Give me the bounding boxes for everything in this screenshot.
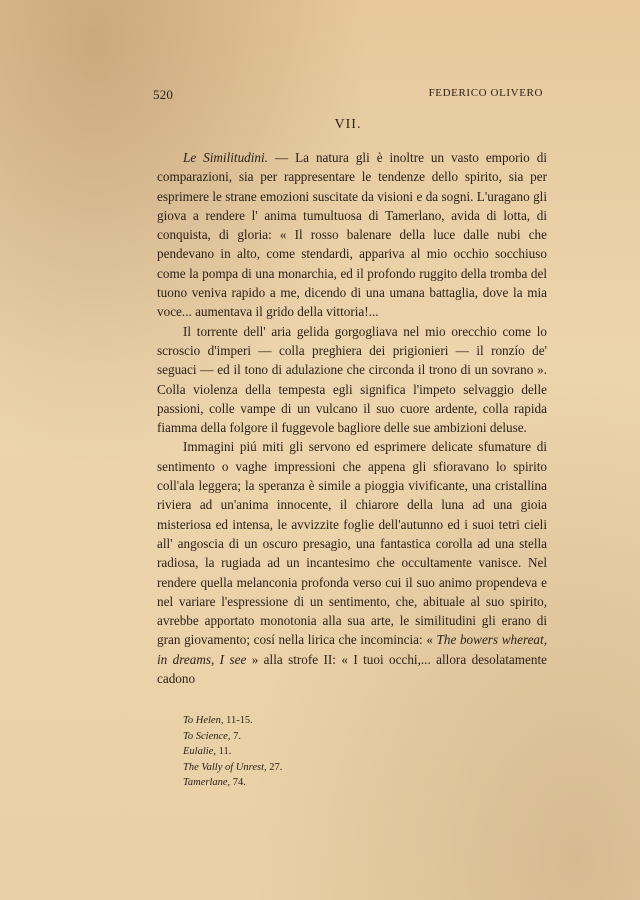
paragraph-3-text: Immagini piú miti gli servono ed esprimere delicate sfumature di sentimento o vaghe impressioni che appena gli sfioravano lo spirito coll'ala leggera; la speranza è simile a pioggia vivificante, una cristallina riviera ad un'anima innocente, il chiarore della luna ad una gioia misteriosa ed intensa, le avvizzite foglie dell'autunno ed i suoi tetri cieli all' angoscia di un oscuro presagio, una fantastica corolla ad una stella radiosa, la rugiada ad un incantesimo che occultamente vanisce. Nel rendere quella melanconia profonda verso cui il suo animo propendeva e nel variare l'espressione di un sentimento, che, abituale al suo spirito, avrebbe apportato monotonia alla sua arte, le similitudini gli erano di gran giovamento; cosí nella lirica che incomincia: « (157, 439, 547, 648)
footnote-title: To Helen, (183, 715, 224, 726)
paragraph-2: Il torrente dell' aria gelida gorgogliava nel mio orecchio come lo scroscio d'imperi — colla preghiera dei prigionieri — il ronzío de' seguaci — ed il tono di adulazione che circonda il trono di un sovrano ». Colla violenza della tempesta egli significa l'impeto selvaggio delle passioni, colle vampe di un vulcano il suo cuore ardente, colla rapida fiamma della folgore il fuggevole bagliore delle sue ambizioni deluse. (157, 323, 547, 436)
footnote-ref: 74. (230, 777, 246, 788)
paragraph-3 (157, 437, 547, 688)
footnote-ref: 11-15. (223, 715, 253, 726)
footnote-title: Eulalie, (183, 746, 216, 757)
footnote (183, 760, 282, 776)
footnote-title: The Vally of Unrest, (183, 761, 267, 773)
running-head-author: FEDERICO OLIVERO (428, 87, 543, 99)
page-number: 520 (153, 87, 174, 102)
footnote (183, 713, 282, 729)
paragraph-1 (157, 148, 547, 322)
footnote-ref: 7. (230, 730, 241, 742)
paragraph-1-text: — La natura gli è inoltre un vasto emporio di comparazioni, sia per rappresentare le tendenze dello spirito, sia per esprimere le strane emozioni suscitate da visioni e da sogni. L'uragano gli giova a rendere l' anima tumultuosa di Tamerlano, avida di lotta, di conquista, di gloria: « Il rosso balenare della luce dalle nubi che pendevano in alto, come stendardi, appariva al mio occhio socchiuso come la pompa di una monarchia, ed il profondo ruggito della tromba del tuono veniva rapido a me, dicendo di una umana battaglia, dove la mia voce... aumentava il grido della vittoria!... (157, 150, 547, 320)
footnote-title: Tamerlane, (183, 777, 231, 788)
paragraph-3-tail: » alla strofe II: « I tuoi occhi,... allora desolatamente cadono (157, 651, 547, 687)
paragraph-heading: Le Similitudini. (183, 150, 268, 165)
footnote (183, 775, 282, 791)
footnote-title: To Science, (183, 730, 231, 742)
footnote-ref: 27. (266, 761, 283, 773)
footnote (183, 729, 282, 745)
body-text (157, 148, 547, 688)
footnotes (183, 713, 282, 791)
english-quote: The bowers whereat, in dreams, I see (157, 632, 547, 667)
section-number: VII. (334, 117, 362, 132)
footnote-ref: 11. (215, 746, 232, 757)
footnote (183, 744, 282, 760)
